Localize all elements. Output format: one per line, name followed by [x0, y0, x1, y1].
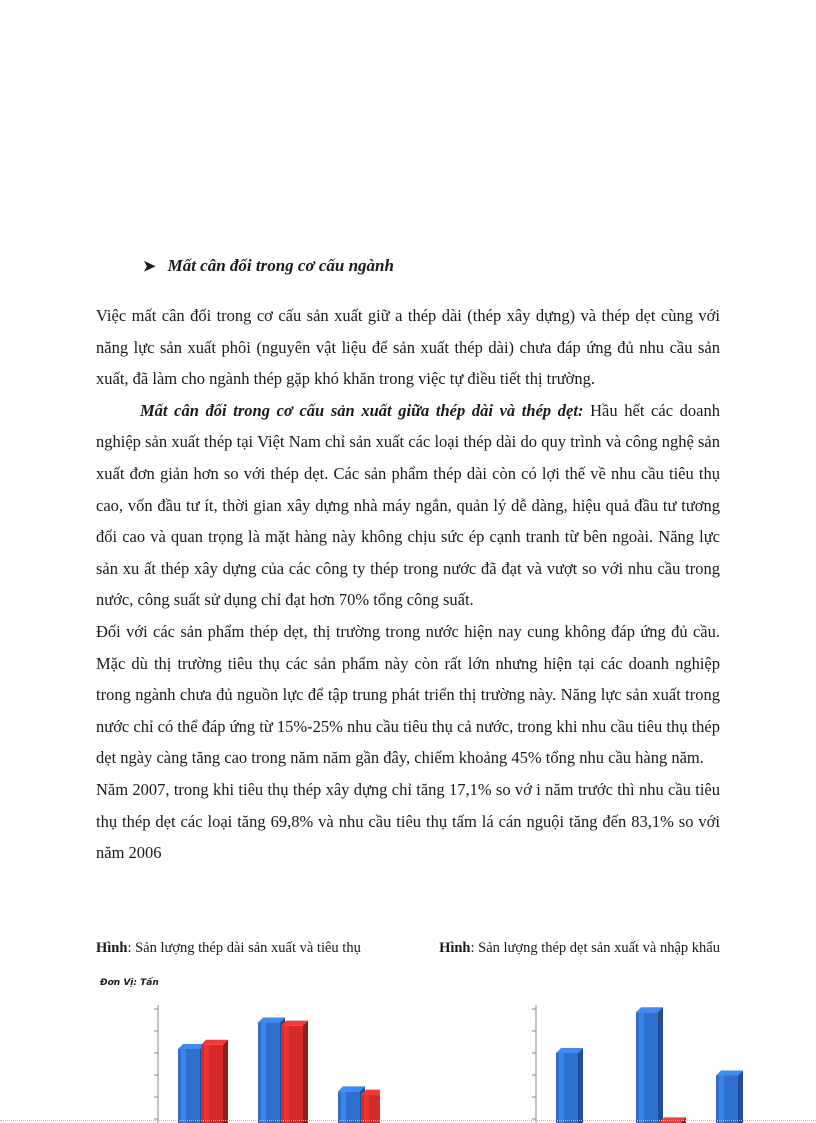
- section-heading: [143, 256, 394, 276]
- chart-long-steel: [150, 995, 380, 1123]
- body-text: [96, 300, 720, 869]
- lead-in-text: Mất cân đối trong cơ cấu sản xuất giữa thép dài và thép dẹt:: [140, 400, 584, 420]
- caption-text: : Sản lượng thép dài sản xuất và tiêu thụ: [127, 940, 361, 956]
- caption-text: : Sản lượng thép dẹt sản xuất và nhập khẩu: [470, 940, 720, 956]
- paragraph: Năm 2007, trong khi tiêu thụ thép xây dựng chỉ tăng 17,1% so vớ i năm trước thì nhu cầu tiêu thụ thép dẹt các loại tăng 69,8% và nhu cầu tiêu thụ tấm lá cán nguội tăng đến 83,1% so với năm 2006: [96, 779, 720, 863]
- caption-prefix: Hình: [439, 940, 471, 956]
- figure-captions: [96, 940, 720, 957]
- paragraph-text: Hầu hết các doanh nghiệp sản xuất thép tại Việt Nam chỉ sản xuất các loại thép dài do quy trình và công nghệ sản xuất đơn giản hơn so với thép dẹt. Các sản phẩm thép dài còn có lợi thế về nhu cầu tiêu thụ cao, vốn đầu tư ít, thời gian xây dựng nhà máy ngắn, quản lý dễ dàng, hiệu quả đầu tư tương đối cao và quan trọng là mặt hàng này không chịu sức ép cạnh tranh từ bên ngoài. Năng lực sản xu ất thép xây dựng của các công ty thép trong nước đã đạt và vượt so với nhu cầu trong nước, công suất sử dụng chỉ đạt hơn 70% tổng công suất.: [96, 400, 720, 610]
- bar-series-2: [281, 1021, 308, 1123]
- page-edge-divider: [0, 1120, 816, 1121]
- bar-series-1: [716, 1070, 743, 1123]
- chart-flat-steel: [528, 995, 768, 1123]
- bar-series-2: [361, 1090, 380, 1123]
- bar-series-1: [258, 1018, 285, 1123]
- paragraph: Việc mất cân đối trong cơ cấu sản xuất giữ a thép dài (thép xây dựng) và thép dẹt cùng với năng lực sản xuất phôi (nguyên vật liệu để sản xuất thép dài) chưa đáp ứng đủ nhu cầu sản xuất, đã làm cho ngành thép gặp khó khăn trong việc tự điều tiết thị trường.: [96, 306, 720, 389]
- section-heading-text: Mất cân đối trong cơ cấu ngành: [167, 256, 394, 275]
- arrow-right-icon: ➤: [143, 258, 156, 275]
- bar-series-1: [338, 1086, 365, 1123]
- figure-caption-left: [96, 940, 361, 957]
- bar-series-1: [636, 1007, 663, 1123]
- unit-label: Đơn Vị: Tấn: [100, 978, 159, 988]
- paragraph-lead: [96, 395, 720, 616]
- bar-series-1: [178, 1044, 205, 1123]
- caption-prefix: Hình: [96, 940, 128, 956]
- figure-caption-right: [439, 940, 720, 957]
- paragraph: Đối với các sản phẩm thép dẹt, thị trường trong nước hiện nay cung không đáp ứng đủ cầu. Mặc dù thị trường tiêu thụ các sản phẩm này còn rất lớn nhưng hiện tại các doanh nghiệp trong ngành chưa đủ nguồn lực để tập trung phát triển thị trường này. Năng lực sản xuất trong nước chỉ có thể đáp ứng từ 15%-25% nhu cầu tiêu thụ cả nước, trong khi nhu cầu tiêu thụ thép dẹt ngày càng tăng cao trong năm năm gần đây, chiếm khoảng 45% tổng nhu cầu hàng năm.: [96, 621, 720, 768]
- bar-series-2: [201, 1040, 228, 1123]
- bar-series-1: [556, 1048, 583, 1123]
